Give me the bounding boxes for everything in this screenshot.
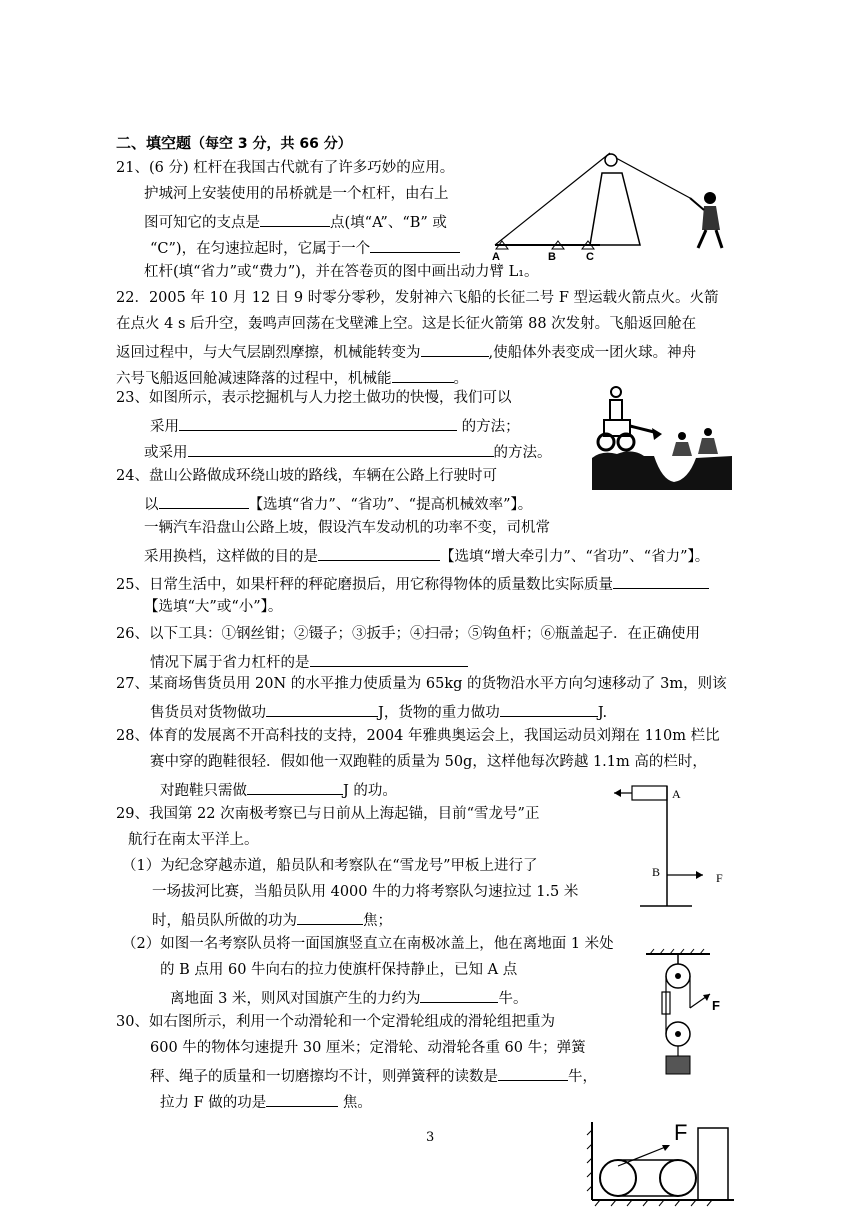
flagpole-figure: [610, 780, 740, 910]
section-title: 二、填空题: [116, 134, 192, 152]
q30-line2: 600 牛的物体匀速提升 30 厘米；定滑轮、动滑轮各重 60 牛；弹簧: [150, 1040, 586, 1056]
q22-line2: 在点火 4 s 后升空，轰鸣声回荡在戈壁滩上空。这是长征火箭第 88 次发射。飞船返回舱在: [116, 316, 697, 332]
q21-line3: [144, 210, 447, 233]
q25-line2: 【选填“大”或“小”】。: [144, 599, 283, 615]
q29-text: 时，船员队所做的功为: [152, 913, 297, 929]
q30-line3: [150, 1064, 597, 1087]
q26-blank-levers[interactable]: [310, 650, 468, 667]
q26-line2: [150, 650, 468, 673]
belt-label-f: F: [674, 1120, 688, 1145]
q30-blank-reading[interactable]: [498, 1064, 568, 1081]
q30-text: 秤、绳子的质量和一切磨擦均不计，则弹簧秤的读数是: [150, 1069, 498, 1085]
q29-line2: 航行在南太平洋上。: [128, 832, 259, 848]
q29-line6: （2）如图一名考察队员将一面国旗竖直立在南极冰盖上，他在离地面 1 米处: [122, 936, 614, 952]
q28-line1: 28、体育的发展离不开高科技的支持，2004 年雅典奥运会上，我国运动员刘翔在 110m 栏比: [116, 728, 720, 744]
q30-text: 焦。: [338, 1095, 372, 1111]
q21-line4: [150, 236, 460, 259]
q21-blank-lever-type[interactable]: [370, 236, 460, 253]
q24-line4: [144, 544, 709, 567]
flag-label-b: B: [652, 865, 661, 879]
q27-text: 售货员对货物做功: [150, 705, 266, 721]
q29-line7: 的 B 点用 60 牛向右的拉力使旗杆保持静止，已知 A 点: [160, 962, 518, 978]
q22-line4: [116, 366, 468, 389]
q29-line8: [170, 986, 527, 1009]
q29-line5: [152, 908, 392, 931]
q26-text: 情况下属于省力杠杆的是: [150, 655, 310, 671]
page-number: 3: [426, 1130, 435, 1145]
flag-label-a: A: [672, 787, 681, 801]
q23-blank-method1[interactable]: [179, 414, 457, 431]
q21-text: “C”)，在匀速拉起时，它属于一个: [150, 241, 371, 257]
q21-line2: 护城河上安装使用的吊桥就是一个杠杆，由右上: [144, 186, 449, 202]
q23-blank-method2[interactable]: [188, 440, 494, 457]
q30-text: 牛，: [568, 1069, 597, 1085]
q24-blank-purpose2[interactable]: [318, 544, 440, 561]
pulley-label-f: F: [712, 998, 720, 1013]
q22-text: ,使船体外表变成一团火球。神舟: [488, 345, 697, 361]
q21-text: 点(填“A”、“B” 或: [330, 215, 447, 231]
q25-blank-mass[interactable]: [613, 572, 709, 589]
section-heading: [116, 133, 352, 154]
q29-text: 牛。: [498, 991, 528, 1007]
q25-line1: [116, 572, 709, 595]
q24-line2: [144, 492, 532, 515]
q22-line3: [116, 340, 696, 363]
q27-blank-work[interactable]: [266, 700, 378, 717]
q29-line1: 29、我国第 22 次南极考察已与日前从上海起锚，目前“雪龙号”正: [116, 806, 540, 822]
q28-text: J 的功。: [343, 783, 397, 799]
q29-line4: 一场拔河比赛，当船员队用 4000 牛的力将考察队匀速拉过 1.5 米: [152, 884, 579, 900]
q24-text: 以: [144, 497, 159, 513]
q23-text: 采用: [150, 419, 179, 435]
q22-blank-energy[interactable]: [421, 340, 489, 357]
fig-label-b: B: [548, 251, 556, 263]
q23-text: 的方法。: [493, 445, 552, 461]
q24-blank-purpose1[interactable]: [159, 492, 249, 509]
pulley-figure: [640, 948, 730, 1078]
q22-line1: 22．2005 年 10 月 12 日 9 时零分零秒，发射神六飞船的长征二号 F 型运载火箭点火。火箭: [116, 290, 719, 306]
q22-text: 六号飞船返回舱减速降落的过程中，机械能: [116, 371, 392, 387]
belt-pulley-figure: [586, 1116, 736, 1210]
q27-text: J，货物的重力做功: [378, 705, 500, 721]
q27-blank-gravity-work[interactable]: [500, 700, 598, 717]
drawbridge-figure: [490, 148, 730, 263]
q30-line1: 30、如右图所示，利用一个动滑轮和一个定滑轮组成的滑轮组把重为: [116, 1014, 555, 1030]
excavator-icon: [598, 387, 662, 450]
fig-label-c: C: [586, 251, 594, 263]
q28-line3: [160, 778, 397, 801]
excavator-figure: [592, 380, 732, 490]
q22-text: 返回过程中，与大气层剧烈摩擦，机械能转变为: [116, 345, 421, 361]
q24-text: 【选填“省力”、“省功”、“提高机械效率”】。: [248, 497, 533, 513]
fig-label-a: A: [492, 251, 500, 263]
workers-icon: [672, 428, 718, 456]
q23-line3: [144, 440, 552, 463]
q23-line2: [150, 414, 520, 437]
q27-line1: 27、某商场售货员用 20N 的水平推力使质量为 65kg 的货物沿水平方向匀速移动了 3m，则该: [116, 676, 727, 692]
q24-line3: 一辆汽车沿盘山公路上坡，假设汽车发动机的功率不变，司机常: [144, 520, 550, 536]
q30-blank-work[interactable]: [266, 1090, 338, 1107]
q23-line1: 23、如图所示，表示挖掘机与人力挖土做功的快慢，我们可以: [116, 390, 512, 406]
q29-blank-wind-force[interactable]: [420, 986, 498, 1003]
section-note: （每空 3 分，共 66 分）: [191, 136, 352, 152]
q27-line2: [150, 700, 607, 723]
q27-text: J.: [597, 705, 608, 721]
q29-blank-work[interactable]: [297, 908, 363, 925]
q21-line5: 杠杆(填“省力”或“费力”)，并在答卷页的图中画出动力臂 L₁。: [144, 264, 539, 280]
q23-text: 或采用: [144, 445, 188, 461]
q29-text: 焦；: [363, 913, 392, 929]
q21-line1: 21、(6 分) 杠杆在我国古代就有了许多巧妙的应用。: [116, 160, 455, 176]
q30-line4: [160, 1090, 372, 1113]
q29-line3: （1）为纪念穿越赤道，船员队和考察队在“雪龙号”甲板上进行了: [122, 858, 538, 874]
q29-text: 离地面 3 米，则风对国旗产生的力约为: [170, 991, 421, 1007]
q22-text: 。: [453, 371, 468, 387]
q24-line1: 24、盘山公路做成环绕山坡的路线，车辆在公路上行驶时可: [116, 468, 497, 484]
q21-blank-fulcrum[interactable]: [260, 210, 330, 227]
q25-text: 25、日常生活中，如果杆秤的秤砣磨损后，用它称得物体的质量数比实际质量: [116, 577, 613, 593]
q23-text: 的方法；: [457, 419, 520, 435]
q26-line1: 26、以下工具：①钢丝钳；②镊子；③扳手；④扫帚；⑤钩鱼杆；⑥瓶盖起子．在正确使用: [116, 626, 700, 642]
flag-label-f: F: [716, 871, 723, 885]
q21-text: 图可知它的支点是: [144, 215, 260, 231]
q24-text: 采用换档，这样做的目的是: [144, 549, 318, 565]
q28-text: 对跑鞋只需做: [160, 783, 247, 799]
person-pulling-icon: [690, 192, 722, 248]
q24-text: 【选填“增大牵引力”、“省功”、“省力”】。: [440, 549, 710, 565]
q28-line2: 赛中穿的跑鞋很轻．假如他一双跑鞋的质量为 50g，这样他每次跨越 1.1m 高的栏时，: [150, 754, 707, 770]
q30-text: 拉力 F 做的功是: [160, 1095, 267, 1111]
q28-blank-work[interactable]: [247, 778, 343, 795]
q22-blank-mech-energy[interactable]: [392, 366, 454, 383]
